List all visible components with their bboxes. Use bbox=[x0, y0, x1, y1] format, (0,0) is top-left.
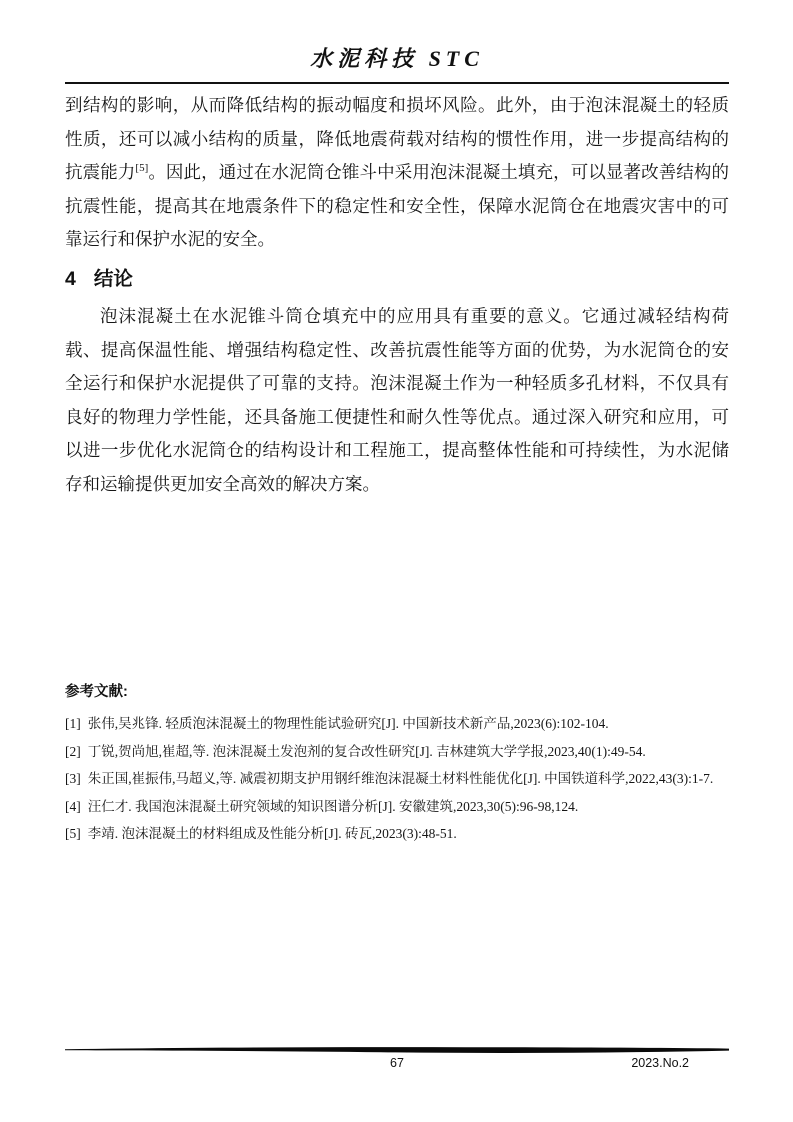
reference-label: [2] bbox=[65, 743, 81, 759]
reference-item bbox=[65, 765, 729, 793]
reference-item bbox=[65, 710, 729, 738]
references-section bbox=[65, 680, 729, 848]
page-number: 67 bbox=[390, 1056, 404, 1070]
citation-superscript: [5] bbox=[135, 162, 149, 175]
reference-label: [1] bbox=[65, 716, 81, 731]
reference-item bbox=[65, 793, 729, 821]
footer-divider bbox=[65, 1046, 729, 1055]
section-title: 结论 bbox=[93, 268, 133, 290]
reference-text: 汪仁才. 我国泡沫混凝土研究领域的知识图谱分析[J]. 安徽建筑,2023,30(5):96-98,124. bbox=[87, 798, 579, 814]
reference-text: 朱正国,崔振伟,马超义,等. 减震初期支护用钢纤维泡沫混凝土材料性能优化[J]. 中国铁道科学,2022,43(3):1-7. bbox=[87, 771, 714, 786]
reference-label: [3] bbox=[65, 771, 81, 786]
issue-label: 2023.No.2 bbox=[631, 1056, 689, 1070]
reference-label: [4] bbox=[65, 798, 81, 814]
page-header bbox=[65, 42, 729, 73]
reference-item bbox=[65, 738, 729, 766]
journal-title: 水泥科技 STC bbox=[310, 46, 484, 71]
header-divider bbox=[65, 82, 729, 84]
reference-item bbox=[65, 820, 729, 848]
reference-text: 丁锐,贺尚旭,崔超,等. 泡沫混凝土发泡剂的复合改性研究[J]. 吉林建筑大学学报,2023,40(1):49-54. bbox=[87, 743, 646, 759]
references-heading: 参考文献: bbox=[65, 684, 128, 700]
reference-text: 张伟,吴兆锋. 轻质泡沫混凝土的物理性能试验研究[J]. 中国新技术新产品,2023(6):102-104. bbox=[87, 716, 609, 731]
section-number: 4 bbox=[65, 268, 76, 290]
body-paragraph-continued bbox=[65, 89, 729, 257]
section-heading-conclusion bbox=[65, 263, 729, 291]
conclusion-paragraph: 泡沫混凝土在水泥锥斗筒仓填充中的应用具有重要的意义。它通过减轻结构荷载、提高保温性能、增强结构稳定性、改善抗震性能等方面的优势，为水泥筒仓的安全运行和保护水泥提供了可靠的支持。泡沫混凝土作为一种轻质多孔材料，不仅具有良好的物理力学性能，还具备施工便捷性和耐久性等优点。通过深入研究和应用，可以进一步优化水泥筒仓的结构设计和工程施工，提高整体性能和可持续性，为水泥储存和运输提供更加安全高效的解决方案。 bbox=[65, 306, 729, 494]
reference-label: [5] bbox=[65, 826, 81, 841]
reference-text: 李靖. 泡沫混凝土的材料组成及性能分析[J]. 砖瓦,2023(3):48-51. bbox=[87, 826, 457, 841]
paragraph-text-after-citation: 。因此，通过在水泥筒仓锥斗中采用泡沫混凝土填充，可以显著改善结构的抗震性能，提高其在地震条件下的稳定性和安全性，保障水泥筒仓在地震灾害中的可靠运行和保护水泥的安全。 bbox=[65, 162, 730, 249]
paragraph-text-before-citation: 到结构的影响，从而降低结构的振动幅度和损坏风险。此外，由于泡沫混凝土的轻质性质，还可以减小结构的质量，降低地震荷载对结构的惯性作用，进一步提高结构的抗震能力 bbox=[65, 95, 729, 182]
page-footer bbox=[65, 1056, 729, 1074]
